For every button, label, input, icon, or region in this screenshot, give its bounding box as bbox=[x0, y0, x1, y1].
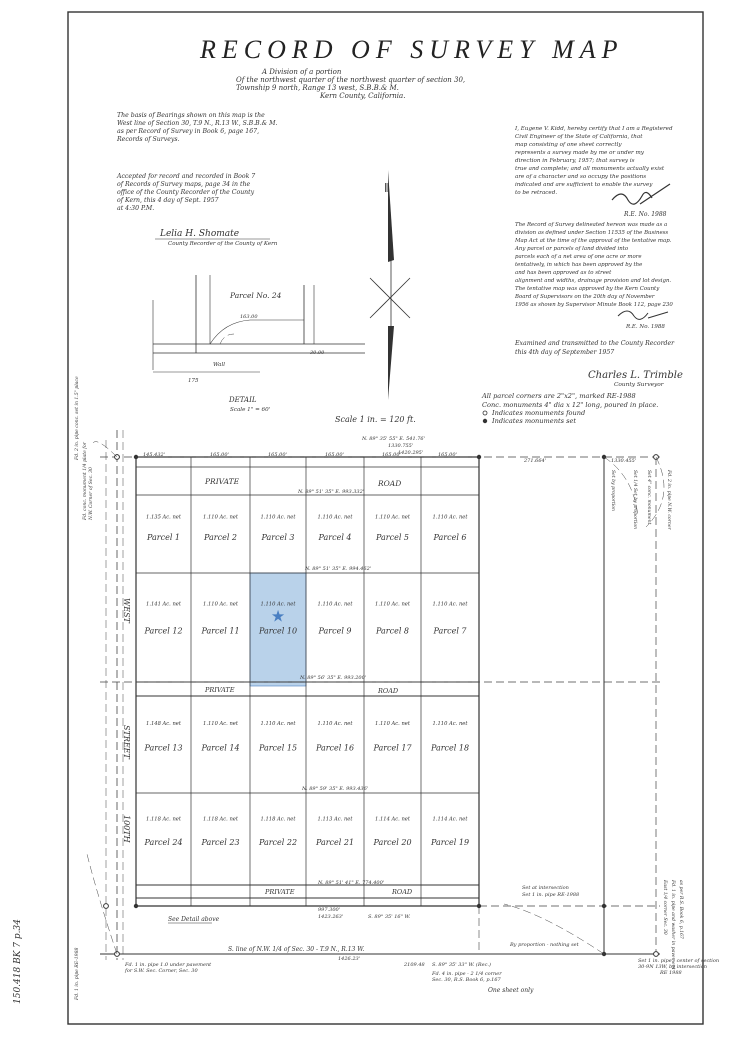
dimension-label: 165.00' bbox=[438, 452, 457, 458]
dimension-label: S. line of N.W. 1/4 of Sec. 30 - T.9 N., R.13 W. bbox=[228, 946, 365, 953]
parcel-10-area: 1.110 Ac. net bbox=[260, 601, 296, 608]
detail-wall: Wall bbox=[213, 362, 225, 368]
dimension-label: N. 89° 51' 35" E. 994.462' bbox=[305, 566, 372, 572]
dimension-label: 271.664' bbox=[524, 458, 547, 464]
note-text: By proportion - nothing set bbox=[510, 942, 579, 948]
note-text: Set at intersection bbox=[522, 885, 569, 891]
dimension-label: 145.432' bbox=[143, 452, 166, 458]
parcel-4-area: 1.110 Ac. net bbox=[317, 514, 353, 521]
recorder-signature: Lelia H. Shomate bbox=[160, 229, 240, 239]
note-text: as per R.S. Book 6, p.167 bbox=[678, 880, 683, 939]
bearings-note bbox=[116, 112, 277, 143]
monument-set bbox=[602, 904, 606, 908]
parcel-23-label: Parcel 23 bbox=[201, 838, 240, 847]
note-text: Fd. 2 in. pipe conc. set in 1.5" place bbox=[75, 376, 80, 460]
dimension-label: 165.00' bbox=[382, 452, 401, 458]
note-line: and has been approved as to street bbox=[515, 270, 612, 276]
note-line: division as defined under Section 11535 of the Business bbox=[515, 230, 669, 236]
note-text: East 1/4 corner Sec. 30 bbox=[662, 880, 667, 935]
parcel-5-area: 1.110 Ac. net bbox=[375, 514, 410, 521]
parcel-16-area: 1.110 Ac. net bbox=[317, 721, 353, 728]
subtitle bbox=[236, 68, 465, 100]
street-label: WEST bbox=[122, 598, 131, 623]
note-line: Examined and transmitted to the County Recorder bbox=[515, 340, 675, 347]
street-label: 100TH bbox=[122, 815, 131, 843]
detail-dim: 163.00 bbox=[240, 314, 258, 320]
parcel-5-label: Parcel 5 bbox=[375, 533, 410, 542]
recorder-title: County Recorder of the County of Kern bbox=[168, 241, 278, 247]
monument-note bbox=[481, 392, 658, 409]
leader-line bbox=[93, 442, 117, 457]
recorder-note bbox=[116, 173, 255, 212]
parcel-1-area: 1.135 Ac. net bbox=[146, 514, 181, 521]
parcel-12-label: Parcel 12 bbox=[144, 626, 183, 636]
dimension-label: N. 89° 56' 35" E. 993.200' bbox=[300, 675, 367, 681]
road-label: ROAD bbox=[378, 479, 402, 488]
road-label: ROAD bbox=[392, 888, 413, 896]
parcel-7-label: Parcel 7 bbox=[433, 626, 467, 636]
note-text: Fd. 2 in. pipe N.W. corner bbox=[666, 470, 671, 530]
note-line: Accepted for record and recorded in Book 7 bbox=[117, 173, 256, 180]
parcel-23-area: 1.118 Ac. net bbox=[203, 816, 238, 823]
star-icon: ★ bbox=[270, 606, 286, 626]
parcel-18-area: 1.110 Ac. net bbox=[432, 721, 468, 728]
parcel-21-area: 1.113 Ac. net bbox=[317, 816, 353, 823]
map-scale: Scale 1 in. = 120 ft. bbox=[335, 415, 416, 424]
note-line: The basis of Bearings shown on this map is the bbox=[117, 112, 265, 119]
note-line: tentatively, in which has been approved by the bbox=[515, 262, 643, 268]
dimension-label: 1426.23' bbox=[338, 956, 361, 962]
note-line: map consisting of one sheet correctly bbox=[515, 142, 622, 148]
detail-parcel-label: Parcel No. 24 bbox=[230, 291, 282, 300]
dimension-label: 997.300' bbox=[318, 907, 341, 913]
parcel-17-label: Parcel 17 bbox=[373, 743, 412, 753]
note-line: to be retraced. bbox=[515, 190, 558, 196]
engineer-certificate bbox=[514, 126, 673, 196]
note-line: of Kern, this 4 day of Sept. 1957 bbox=[117, 197, 219, 204]
note-line: West line of Section 30, T.9 N., R.13 W., S.B.B.& M. bbox=[117, 120, 278, 127]
parcel-8-area: 1.110 Ac. net bbox=[375, 601, 410, 608]
detail-curve bbox=[220, 334, 234, 344]
note-text: Sec. 30, R.S. Book 6, p.167 bbox=[432, 977, 501, 983]
parcel-24-label: Parcel 24 bbox=[144, 838, 183, 847]
parcel-4-label: Parcel 4 bbox=[318, 533, 352, 542]
note-text: Set 1 in. pipe RE-1988 bbox=[522, 892, 580, 898]
parcel-9-area: 1.110 Ac. net bbox=[317, 601, 353, 608]
note-line: Any parcel or parcels of land divided into bbox=[515, 246, 629, 252]
monument-set bbox=[134, 455, 138, 459]
engineer-reg-2: R.E. No. 1988 bbox=[626, 324, 665, 330]
note-line: direction in February, 1957; that survey is bbox=[515, 158, 635, 164]
found-monument-symbol bbox=[483, 411, 487, 415]
parcel-10-label: Parcel 10 bbox=[258, 626, 298, 636]
note-line: are of a character and so occupy the positions bbox=[515, 174, 647, 180]
dimension-label: S. 89° 35' 16" W. bbox=[368, 914, 411, 920]
road-label: PRIVATE bbox=[265, 888, 295, 896]
note-line: alignment and widths, drainage provision and lot design. bbox=[515, 278, 672, 284]
division-note bbox=[514, 222, 673, 308]
note-text: Fd. 1 in. pipe 1.0 under pavement bbox=[125, 962, 212, 968]
margin-label: 150.418 BK 7 p.34 bbox=[13, 919, 23, 1004]
subtitle-line: Township 9 north, Range 13 west, S.B.B.& M. bbox=[236, 84, 399, 92]
surveyor-title: County Surveyor bbox=[614, 382, 664, 388]
engineer-signature-2 bbox=[618, 311, 668, 319]
note-line: All parcel corners are 2"x2", marked RE-1988 bbox=[482, 392, 636, 400]
street-label: STREET bbox=[122, 725, 131, 759]
dimension-label: 165.00' bbox=[268, 452, 287, 458]
parcel-8-label: Parcel 8 bbox=[375, 626, 410, 636]
road-label: PRIVATE bbox=[205, 686, 235, 694]
note-line: as per Record of Survey in Book 6, page 167, bbox=[117, 128, 260, 135]
note-text: for S.W. Sec. Corner, Sec. 30 bbox=[125, 968, 198, 974]
note-text: 30-9N 13W, by intersection bbox=[638, 964, 707, 970]
note-line: parcels each of a net area of one acre or more bbox=[515, 254, 642, 260]
monument-found bbox=[104, 904, 109, 909]
dimension-label: 1420.295' bbox=[398, 450, 424, 456]
detail-inset bbox=[153, 275, 365, 413]
parcel-20-area: 1.114 Ac. net bbox=[375, 816, 410, 823]
parcel-3-area: 1.110 Ac. net bbox=[260, 514, 296, 521]
monument-set bbox=[477, 455, 481, 459]
parcel-6-area: 1.110 Ac. net bbox=[432, 514, 468, 521]
parcel-18-label: Parcel 18 bbox=[430, 743, 470, 753]
detail-curve bbox=[210, 320, 304, 344]
note-line: The tentative map was approved by the Kern County bbox=[515, 286, 660, 292]
parcel-14-area: 1.110 Ac. net bbox=[203, 721, 238, 728]
parcel-19-area: 1.114 Ac. net bbox=[432, 816, 468, 823]
parcel-13-label: Parcel 13 bbox=[144, 743, 183, 753]
parcel-11-area: 1.110 Ac. net bbox=[203, 601, 238, 608]
note-text: See Detail above bbox=[168, 916, 220, 923]
north-arrow-label: Ⅱ bbox=[384, 181, 390, 195]
note-line: Civil Engineer of the State of California, that bbox=[515, 134, 643, 140]
dimension-label: 2109.48 bbox=[404, 962, 425, 968]
parcel-2-label: Parcel 2 bbox=[203, 533, 238, 542]
detail-dim: 30.00 bbox=[310, 350, 325, 356]
note-line: The Record of Survey delineated hereon was made as a bbox=[515, 222, 668, 228]
parcel-17-area: 1.110 Ac. net bbox=[375, 721, 410, 728]
engineer-reg: R.E. No. 1988 bbox=[624, 211, 667, 218]
dimension-label: 1423.263' bbox=[318, 914, 344, 920]
dimension-label: 165.00' bbox=[325, 452, 344, 458]
note-line: indicated and are sufficient to enable the survey bbox=[515, 182, 653, 188]
parcel-15-area: 1.110 Ac. net bbox=[260, 721, 296, 728]
parcel-14-label: Parcel 14 bbox=[201, 743, 240, 753]
dimension-label: S. 89° 35' 33" W. (Rec.) bbox=[432, 962, 491, 968]
parcel-22-area: 1.118 Ac. net bbox=[260, 816, 296, 823]
road-label: PRIVATE bbox=[205, 477, 240, 486]
note-text: Set by proportion bbox=[610, 470, 615, 512]
parcel-20-label: Parcel 20 bbox=[373, 838, 412, 847]
dimension-label: N. 89° 51' 41" E. 774.400' bbox=[318, 880, 385, 886]
note-text: RE 1988 bbox=[660, 970, 682, 976]
parcel-21-label: Parcel 21 bbox=[315, 838, 355, 847]
note-line: I, Eugene V. Kidd, hereby certify that I am a Registered bbox=[515, 126, 673, 132]
note-text: Set 4" conc. monument bbox=[646, 470, 651, 525]
north-arrow bbox=[370, 170, 410, 400]
parcel-24-area: 1.118 Ac. net bbox=[146, 816, 181, 823]
subtitle-line: Kern County, California. bbox=[320, 92, 406, 100]
leader-line bbox=[87, 854, 117, 954]
parcel-6-label: Parcel 6 bbox=[433, 533, 467, 542]
note-line: Records of Surveys. bbox=[117, 136, 180, 143]
parcel-11-label: Parcel 11 bbox=[201, 626, 240, 636]
parcel-1-label: Parcel 1 bbox=[146, 533, 181, 542]
dimension-label: 165.00' bbox=[210, 452, 229, 458]
monument-set bbox=[477, 904, 481, 908]
note-line: office of the County Recorder of the County bbox=[117, 189, 255, 196]
parcel-12-area: 1.141 Ac. net bbox=[146, 601, 181, 608]
detail-title: DETAIL bbox=[229, 396, 257, 404]
dimension-label: N. 89° 35' 55" E. 541.76' bbox=[362, 436, 425, 442]
surveyor-signature: Charles L. Trimble bbox=[588, 370, 683, 381]
legend-set: Indicates monuments set bbox=[492, 417, 577, 425]
note-line: true and complete; and all monuments actually exist bbox=[515, 166, 665, 172]
note-line: 1956 as shown by Supervisor Minute Book 112, page 230 bbox=[515, 302, 673, 308]
map-title: RECORD OF SURVEY MAP bbox=[200, 35, 624, 64]
parcel-9-label: Parcel 9 bbox=[318, 626, 352, 636]
set-monument-symbol bbox=[483, 419, 487, 423]
examined-note bbox=[514, 340, 675, 356]
note-line: of Records of Survey maps, page 34 in the bbox=[117, 181, 251, 188]
parcel-7-area: 1.110 Ac. net bbox=[432, 601, 468, 608]
note-line: Board of Supervisors on the 20th day of November bbox=[515, 294, 655, 300]
note-text: One sheet only bbox=[488, 987, 534, 994]
parcel-22-label: Parcel 22 bbox=[258, 838, 298, 847]
note-line: at 4:30 P.M. bbox=[117, 205, 155, 212]
note-line: this 4th day of September 1957 bbox=[515, 349, 615, 356]
subtitle-line: A Division of a portion bbox=[262, 68, 342, 76]
detail-scale: Scale 1" = 60' bbox=[230, 407, 271, 413]
monument-set bbox=[134, 904, 138, 908]
dimension-label: N. 89° 59' 35" E. 993.436' bbox=[302, 786, 369, 792]
note-line: Conc. monuments 4" dia x 12" long, poured in place. bbox=[482, 401, 659, 409]
monument-found bbox=[654, 952, 659, 957]
note-text: Set 1/4 Set by proportion bbox=[632, 470, 637, 530]
note-text: Fd. conc. monument 1/4 plate for bbox=[83, 442, 88, 520]
road-label: ROAD bbox=[378, 687, 399, 695]
parcel-2-area: 1.110 Ac. net bbox=[203, 514, 238, 521]
dimension-label: N. 89° 51' 35" E. 993.332' bbox=[298, 489, 365, 495]
detail-dim: 175 bbox=[188, 378, 199, 384]
note-text: Fd. 1 in. pipe and washer in pavement bbox=[670, 880, 675, 970]
dimension-label: 1330.455' bbox=[611, 458, 637, 464]
note-line: Map Act at the time of the approval of the tentative map. bbox=[515, 238, 672, 244]
parcel-15-label: Parcel 15 bbox=[258, 743, 298, 753]
note-text: N.W. Corner of Sec. 30 bbox=[89, 467, 94, 520]
note-text: Fd. 4 in. pipe - 2 1/4 corner bbox=[432, 971, 502, 977]
note-text: Fd. 1 in. pipe RE-1988 bbox=[75, 947, 80, 1000]
parcel-19-label: Parcel 19 bbox=[430, 838, 470, 847]
subtitle-line: Of the northwest quarter of the northwest quarter of section 30, bbox=[236, 76, 466, 84]
parcels-layer bbox=[136, 495, 479, 885]
dimension-label: 1330.755' bbox=[388, 443, 414, 449]
parcel-3-label: Parcel 3 bbox=[261, 533, 295, 542]
note-text: Set 1 in. pipe - center of section bbox=[638, 958, 720, 964]
legend-found: Indicates monuments found bbox=[492, 409, 586, 417]
parcel-16-label: Parcel 16 bbox=[315, 743, 355, 753]
note-line: represents a survey made by me or under my bbox=[515, 150, 644, 156]
parcel-13-area: 1.148 Ac. net bbox=[146, 721, 181, 728]
